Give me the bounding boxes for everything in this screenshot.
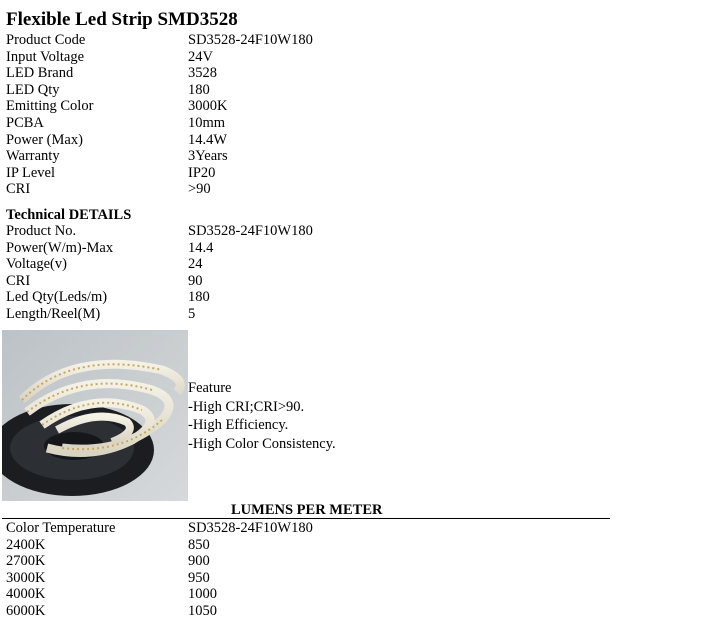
page-title: Flexible Led Strip SMD3528 <box>6 9 238 30</box>
technical-label: CRI <box>6 272 31 289</box>
technical-label: Led Qty(Leds/m) <box>6 289 108 306</box>
lumens-value: 1000 <box>188 586 217 603</box>
spec-label: LED Brand <box>6 65 74 82</box>
lumens-value: 1050 <box>188 602 217 619</box>
feature-list <box>188 379 336 453</box>
spec-value: 180 <box>188 81 210 98</box>
spec-value: SD3528-24F10W180 <box>188 32 313 48</box>
lumens-label: 4000K <box>6 586 46 603</box>
spec-value: 10mm <box>188 114 226 131</box>
spec-label: Warranty <box>6 148 60 165</box>
spec-value: >90 <box>188 181 211 198</box>
spec-value: 3000K <box>188 98 228 115</box>
technical-value: 14.4 <box>188 239 214 256</box>
spec-label: Emitting Color <box>6 98 94 115</box>
technical-value: 5 <box>188 305 196 322</box>
technical-label: Length/Reel(M) <box>6 305 101 322</box>
lumens-label: 2400K <box>6 536 46 553</box>
lumens-label: 2700K <box>6 553 46 570</box>
lumens-label: 6000K <box>6 602 46 619</box>
technical-value: 24 <box>188 256 203 273</box>
divider-line <box>2 518 610 519</box>
feature-item: -High CRI;CRI>90. <box>188 398 305 415</box>
feature-item: -High Color Consistency. <box>188 435 336 452</box>
spec-label: CRI <box>6 181 31 198</box>
feature-item: -High Efficiency. <box>188 417 289 434</box>
technical-details-heading: Technical DETAILS <box>6 207 132 223</box>
lumens-value: 850 <box>188 536 210 553</box>
spec-label: LED Qty <box>6 81 60 98</box>
spec-label: PCBA <box>6 114 44 131</box>
spec-label: Product Code <box>6 32 86 48</box>
technical-value: 90 <box>188 272 203 289</box>
lumens-per-meter-heading: LUMENS PER METER <box>231 502 383 518</box>
spec-value: 14.4W <box>188 131 228 148</box>
technical-value: SD3528-24F10W180 <box>188 223 313 239</box>
spec-value: 3Years <box>188 148 228 165</box>
spec-value: 24V <box>188 48 213 65</box>
spec-value: 3528 <box>188 65 217 82</box>
feature-heading: Feature <box>188 380 232 396</box>
lumens-value: 950 <box>188 569 210 586</box>
technical-value: 180 <box>188 289 210 306</box>
technical-label: Product No. <box>6 223 77 239</box>
lumens-header-value: SD3528-24F10W180 <box>188 520 313 536</box>
led-strip-reel-photo <box>2 330 188 501</box>
spec-label: Power (Max) <box>6 131 83 148</box>
lumens-header-label: Color Temperature <box>6 520 116 536</box>
spec-label: IP Level <box>6 164 55 181</box>
technical-label: Voltage(v) <box>6 256 67 273</box>
technical-label: Power(W/m)-Max <box>6 239 114 256</box>
lumens-label: 3000K <box>6 569 46 586</box>
spec-label: Input Voltage <box>6 48 85 65</box>
lumens-value: 900 <box>188 553 210 570</box>
spec-value: IP20 <box>188 164 216 181</box>
